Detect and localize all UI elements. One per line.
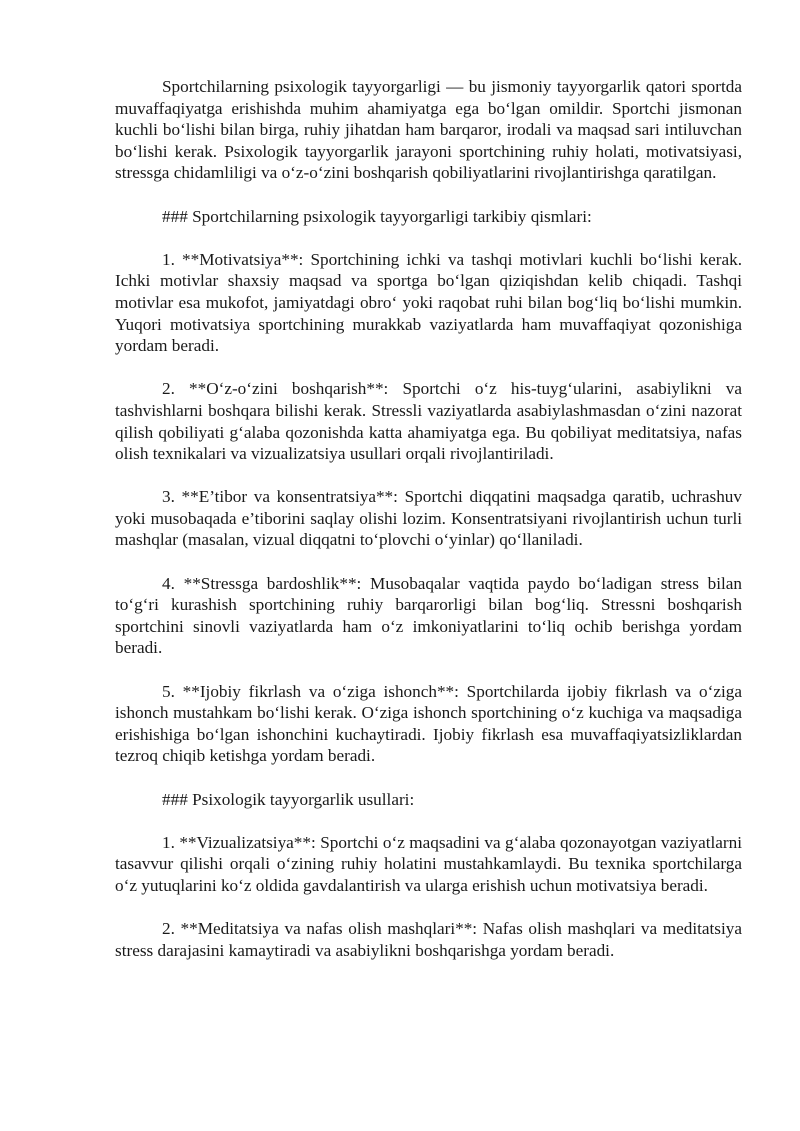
list-item-positive-thinking: 5. **Ijobiy fikrlash va oʻziga ishonch**: Sportchilarda ijobiy fikrlash va oʻziga ishonch mustahkam boʻlishi kerak. Oʻziga ishonch sportchining oʻz kuchiga va maqsadiga erishishiga boʻlgan ishonchini kuchaytiradi. Ijobiy fikrlash esa muvaffaqiyatsizliklardan tezroq chiqib ketishga yordam beradi. xyxy=(115,681,742,766)
list-item-stress-tolerance: 4. **Stressga bardoshlik**: Musobaqalar vaqtida paydo boʻladigan stress bilan toʻgʻri kurashish sportchining ruhiy barqarorligi bilan bogʻliq. Stressni boshqarish sportchini sinovli vaziyatlarda ham oʻz imkoniyatlarini toʻliq ochib berishga yordam beradi. xyxy=(115,573,742,658)
list-item-visualization: 1. **Vizualizatsiya**: Sportchi oʻz maqsadini va gʻalaba qozonayotgan vaziyatlarni tasavvur qilishi orqali oʻzining ruhiy holatini mustahkamlaydi. Bu texnika sportchilarga oʻz yutuqlarini koʻz oldida gavdalantirish va ularga erishish uchun motivatsiya beradi. xyxy=(115,832,742,895)
intro-paragraph: Sportchilarning psixologik tayyorgarligi — bu jismoniy tayyorgarlik qatori sportda muvaffaqiyatga erishishda muhim ahamiyatga ega boʻlgan omildir. Sportchi jismonan kuchli boʻlishi bilan birga, ruhiy jihatdan ham barqaror, irodali va maqsad sari intiluvchan boʻlishi kerak. Psixologik tayyorgarlik jarayoni sportchining ruhiy holati, motivatsiyasi, stressga chidamliligi va oʻz-oʻzini boshqarish qobiliyatlarini rivojlantirishga qaratilgan. xyxy=(115,77,742,183)
section-heading-methods: ### Psixologik tayyorgarlik usullari: xyxy=(162,789,415,809)
document-page xyxy=(115,76,742,983)
list-item-meditation: 2. **Meditatsiya va nafas olish mashqlari**: Nafas olish mashqlari va meditatsiya stress darajasini kamaytiradi va asabiylikni boshqarishga yordam beradi. xyxy=(115,919,742,960)
section-heading-components: ### Sportchilarning psixologik tayyorgarligi tarkibiy qismlari: xyxy=(162,206,592,226)
list-item-attention: 3. **E’tibor va konsentratsiya**: Sportchi diqqatini maqsadga qaratib, uchrashuv yoki musobaqada e’tiborini saqlay olishi lozim. Konsentratsiyani rivojlantirish uchun turli mashqlar (masalan, vizual diqqatni toʻplovchi oʻyinlar) qoʻllaniladi. xyxy=(115,487,742,550)
list-item-motivation: 1. **Motivatsiya**: Sportchining ichki va tashqi motivlari kuchli boʻlishi kerak. Ichki motivlar shaxsiy maqsad va sportga boʻlgan qiziqishdan kelib chiqadi. Tashqi motivlar esa mukofot, jamiyatdagi obroʻ yoki raqobat ruhi bilan bogʻliq boʻlishi mumkin. Yuqori motivatsiya sportchining murakkab vaziyatlarda ham muvaffaqiyat qozonishiga yordam beradi. xyxy=(115,249,742,356)
list-item-self-control: 2. **Oʻz-oʻzini boshqarish**: Sportchi oʻz his-tuygʻularini, asabiylikni va tashvishlarni boshqara bilishi kerak. Stressli vaziyatlarda asabiylashmasdan oʻzini nazorat qilish qobiliyati gʻalaba qozonishda katta ahamiyatga ega. Bu qobiliyat meditatsiya, nafas olish texnikalari va vizualizatsiya usullari orqali rivojlantiriladi. xyxy=(115,379,742,464)
